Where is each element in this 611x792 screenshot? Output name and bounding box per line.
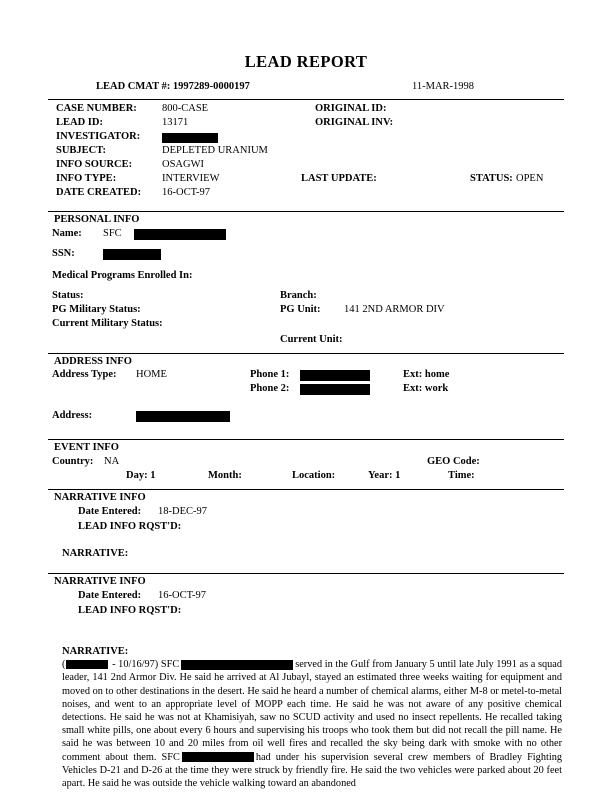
date-created-value: 16-OCT-97 (162, 187, 211, 198)
narrative-1-label: NARRATIVE: (62, 548, 129, 559)
info-type-value: INTERVIEW (162, 173, 220, 184)
country-label: Country: (52, 456, 94, 467)
ext2-label: Ext: work (403, 383, 449, 394)
medical-programs-label: Medical Programs Enrolled In: (52, 270, 193, 281)
subject-value: DEPLETED URANIUM (162, 145, 268, 156)
original-id-label: ORIGINAL ID: (315, 103, 387, 114)
narrative-info-section-1 (48, 490, 564, 573)
narrative-2-date: - 10/16/97) SFC (109, 659, 180, 671)
narrative-1-date-entered-value: 18-DEC-97 (158, 506, 207, 517)
subject-label: SUBJECT: (56, 145, 106, 156)
redaction-investigator (162, 133, 218, 143)
pg-unit-value: 141 2ND ARMOR DIV (344, 304, 445, 315)
page-title: LEAD REPORT (244, 52, 368, 71)
cmat-label-text: LEAD CMAT #: (96, 81, 171, 92)
personal-info-heading: PERSONAL INFO (54, 214, 140, 225)
geo-code-label: GEO Code: (427, 456, 480, 467)
current-unit-label: Current Unit: (280, 334, 343, 345)
narrative-2-date-entered-label: Date Entered: (78, 590, 142, 601)
day-label: Day: 1 (126, 470, 156, 481)
narrative-2-heading: NARRATIVE INFO (54, 576, 146, 587)
info-type-label: INFO TYPE: (56, 173, 117, 184)
cmat-value: 1997289-0000197 (172, 81, 250, 92)
narrative-2-date-entered-value: 16-OCT-97 (158, 590, 207, 601)
narrative-info-section-2 (48, 574, 564, 631)
month-label: Month: (208, 470, 242, 481)
lead-report-document (48, 52, 564, 790)
report-date: 11-MAR-1998 (412, 81, 475, 92)
country-value: NA (104, 456, 120, 467)
investigator-label: INVESTIGATOR: (56, 131, 141, 142)
date-created-label: DATE CREATED: (56, 187, 142, 198)
narrative-2-label: NARRATIVE: (62, 646, 129, 657)
narrative-gap (48, 631, 564, 645)
last-update-label: LAST UPDATE: (301, 173, 377, 184)
name-label: Name: (52, 228, 82, 239)
lead-id-value: 13171 (162, 117, 189, 128)
narrative-2-text-1: served in the Gulf from January 5 until late July 1991 as a squad leader, 141 2nd Armor Div. He said he arrived at Al Jubayl, stayed an estimated three weeks waiting for equipment and moved on to other destinations in the desert. He said he heard a number of chemical alarms, either M-8 or metel-to-metal noises, and went to an appropriate level of MOPP each time. He said he was not aware of any positive chemical detections. He said he was not at Khamisiyah, saw no SCUD activity and used no insect repellents. He recalled taking small white pills, one about every 6 hours and supervising his troops who took them but did not recall the pill name. He said he was between 10 and 20 miles from oil well fires and recalled the sky being dark with smoke with no other comment about them. SFC (62, 659, 562, 763)
status-label: STATUS: (470, 173, 513, 184)
ext1-label: Ext: home (403, 369, 450, 380)
address-info-heading: ADDRESS INFO (54, 356, 132, 367)
event-info-heading: EVENT INFO (54, 442, 119, 453)
narrative-2-text-2: had under his supervision several crew members of Bradley Fighting Vehicles D-21 and D-26 at the time they were struck by friendly fire. He said the two vehicles were parked about 20 feet apart. He said he was outside the vehicle walking toward an abandoned (62, 751, 562, 790)
redaction-narrative-name-2 (182, 752, 254, 762)
location-label: Location: (292, 470, 336, 481)
name-value: SFC (103, 228, 122, 239)
redaction-name (134, 229, 226, 240)
redaction-phone2 (300, 384, 370, 395)
redaction-phone1 (300, 370, 370, 381)
redaction-address (136, 411, 230, 422)
redaction-ssn (103, 249, 161, 260)
narrative-2-prefix: ( (62, 659, 66, 671)
year-label: Year: 1 (368, 470, 401, 481)
status-field-label: Status: (52, 290, 84, 301)
narrative-2-lead-info-rqstd-label: LEAD INFO RQST'D: (78, 605, 182, 616)
phone2-label: Phone 2: (250, 383, 290, 394)
narrative-1-heading: NARRATIVE INFO (54, 492, 146, 503)
redaction-narrative-name-1 (181, 660, 293, 670)
ssn-label: SSN: (52, 248, 75, 259)
time-label: Time: (448, 470, 475, 481)
cmat-label (96, 81, 250, 92)
personal-info-section (48, 212, 564, 345)
phone1-label: Phone 1: (250, 369, 290, 380)
current-military-status-label: Current Military Status: (52, 318, 163, 329)
narrative-2-body (48, 645, 564, 790)
cmat-row (48, 81, 564, 96)
case-number-label: CASE NUMBER: (56, 103, 137, 114)
info-source-label: INFO SOURCE: (56, 159, 133, 170)
pg-military-status-label: PG Military Status: (52, 304, 141, 315)
status-value: OPEN (516, 173, 544, 184)
case-number-value: 800-CASE (162, 103, 209, 114)
original-inv-label: ORIGINAL INV: (315, 117, 394, 128)
narrative-1-lead-info-rqstd-label: LEAD INFO RQST'D: (78, 521, 182, 532)
lead-id-label: LEAD ID: (56, 117, 103, 128)
narrative-1-date-entered-label: Date Entered: (78, 506, 142, 517)
case-info-section (48, 100, 564, 197)
address-type-value: HOME (136, 369, 167, 380)
pg-unit-label: PG Unit: (280, 304, 321, 315)
info-source-value: OSAGWI (162, 159, 204, 170)
event-info-section (48, 440, 564, 489)
address-label: Address: (52, 410, 93, 421)
redaction-narrative-initials (66, 660, 108, 669)
address-info-section (48, 354, 564, 429)
address-type-label: Address Type: (52, 369, 117, 380)
branch-label: Branch: (280, 290, 317, 301)
